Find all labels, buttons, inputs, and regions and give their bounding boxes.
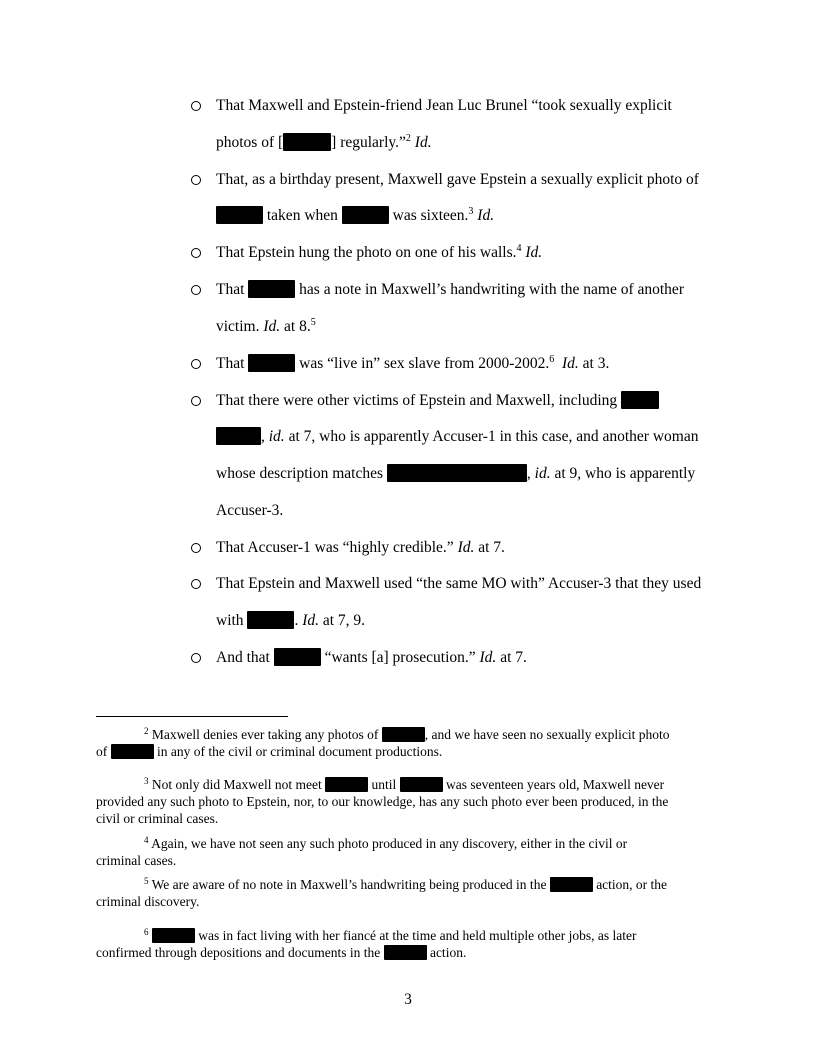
bullet-line xyxy=(216,206,494,226)
text: , and we have seen no sexually explicit photo xyxy=(424,727,670,742)
bullet-line xyxy=(216,648,527,668)
bullet-line xyxy=(216,317,316,337)
text: in any of the civil or criminal document productions. xyxy=(153,744,443,759)
text: at 7, who is apparently Accuser-1 in this case, and another woman xyxy=(284,428,699,445)
text: , xyxy=(261,428,269,445)
text: ] regularly.” xyxy=(331,134,406,151)
redaction xyxy=(387,464,527,482)
text xyxy=(554,355,562,372)
text: . xyxy=(294,612,303,629)
text: criminal discovery. xyxy=(96,894,200,909)
footnote-ref: 2 xyxy=(405,133,411,144)
bullet-marker xyxy=(191,574,201,594)
text: Not only did Maxwell not meet xyxy=(151,777,326,792)
text: victim. xyxy=(216,318,264,335)
text: at 7, 9. xyxy=(318,612,366,629)
text: taken when xyxy=(263,207,342,224)
bullet-marker xyxy=(191,243,201,263)
text: of xyxy=(96,744,111,759)
redaction xyxy=(216,206,263,224)
footnote-ref: 6 xyxy=(549,354,555,365)
redaction xyxy=(325,777,368,792)
redaction xyxy=(248,354,295,372)
redaction xyxy=(247,611,294,629)
bullet-line xyxy=(216,280,684,300)
citation: Id. xyxy=(263,318,281,335)
text: whose description matches xyxy=(216,465,387,482)
footnote xyxy=(96,726,720,760)
text: was seventeen years old, Maxwell never xyxy=(442,777,665,792)
redaction xyxy=(384,945,427,960)
bullet-line xyxy=(216,427,698,447)
bullet-marker xyxy=(191,354,201,374)
text: was “live in” sex slave from 2000-2002. xyxy=(295,355,550,372)
text: And that xyxy=(216,649,274,666)
text: at 3. xyxy=(578,355,610,372)
text: That Epstein and Maxwell used “the same MO with” Accuser-3 that they used xyxy=(216,575,702,592)
redaction xyxy=(216,427,261,445)
bullet-marker xyxy=(191,280,201,300)
bullet-line xyxy=(216,538,505,558)
text: action, or the xyxy=(592,877,668,892)
text: That xyxy=(216,355,249,372)
text: was sixteen. xyxy=(388,207,469,224)
text: criminal cases. xyxy=(96,853,177,868)
text: at 7. xyxy=(474,539,505,556)
footnote-ref: 5 xyxy=(310,317,316,328)
redaction xyxy=(382,727,425,742)
bullet-line xyxy=(216,133,432,153)
citation: Id. xyxy=(302,612,319,629)
citation: Id. xyxy=(477,207,495,224)
footnote-number: 3 xyxy=(144,776,149,786)
text: at 7. xyxy=(496,649,527,666)
redaction xyxy=(342,206,389,224)
footnote xyxy=(96,835,720,869)
bullet-marker xyxy=(191,170,201,190)
footnote xyxy=(96,927,720,961)
footnote-separator xyxy=(96,716,288,717)
footnote-number: 4 xyxy=(144,835,149,845)
redaction xyxy=(400,777,443,792)
bullet-marker xyxy=(191,391,201,411)
page-number: 3 xyxy=(404,991,412,1008)
bullet-line xyxy=(216,96,672,116)
footnote xyxy=(96,776,720,827)
footnote-number: 6 xyxy=(144,927,149,937)
text: Accuser-3. xyxy=(216,502,284,519)
text: action. xyxy=(426,945,467,960)
redaction xyxy=(550,877,593,892)
citation: Id. xyxy=(525,244,543,261)
bullet-marker xyxy=(191,648,201,668)
text: Maxwell denies ever taking any photos of xyxy=(151,727,382,742)
bullet-line xyxy=(216,574,701,594)
text: That Epstein hung the photo on one of his walls. xyxy=(216,244,517,261)
citation: id. xyxy=(534,465,551,482)
text: was in fact living with her fiancé at the time and held multiple other jobs, as later xyxy=(194,928,637,943)
bullet-line xyxy=(216,611,365,631)
redaction xyxy=(111,744,154,759)
text: until xyxy=(368,777,400,792)
text: at 8. xyxy=(280,318,311,335)
bullet-line xyxy=(216,391,659,411)
redaction xyxy=(283,133,331,151)
text: That Maxwell and Epstein-friend Jean Luc Brunel “took sexually explicit xyxy=(216,97,672,114)
bullet-line xyxy=(216,243,542,263)
redaction xyxy=(152,928,195,943)
footnote-number: 5 xyxy=(144,876,149,886)
redaction xyxy=(248,280,295,298)
bullet-line xyxy=(216,354,609,374)
footnote xyxy=(96,876,720,910)
citation: Id. xyxy=(414,134,432,151)
footnote-ref: 4 xyxy=(516,243,522,254)
text: provided any such photo to Epstein, nor, to our knowledge, has any such photo ever been produced, in the xyxy=(96,794,669,809)
text: We are aware of no note in Maxwell’s handwriting being produced in the xyxy=(151,877,550,892)
text: That there were other victims of Epstein and Maxwell, including xyxy=(216,392,622,409)
citation: Id. xyxy=(479,649,497,666)
redaction xyxy=(621,391,659,409)
bullet-marker xyxy=(191,538,201,558)
text: at 9, who is apparently xyxy=(550,465,696,482)
bullet-line xyxy=(216,170,699,190)
citation: id. xyxy=(268,428,285,445)
text: “wants [a] prosecution.” xyxy=(320,649,480,666)
text: Again, we have not seen any such photo produced in any discovery, either in the civil or xyxy=(151,836,628,851)
text: That Accuser-1 was “highly credible.” xyxy=(216,539,458,556)
footnote-ref: 3 xyxy=(468,206,474,217)
citation: Id. xyxy=(457,539,475,556)
text: civil or criminal cases. xyxy=(96,811,219,826)
bullet-marker xyxy=(191,96,201,116)
text: has a note in Maxwell’s handwriting with the name of another xyxy=(295,281,684,298)
text: That, as a birthday present, Maxwell gave Epstein a sexually explicit photo of xyxy=(216,171,699,188)
text: photos of [ xyxy=(216,134,284,151)
footnote-number: 2 xyxy=(144,726,149,736)
bullet-line xyxy=(216,501,283,521)
bullet-line xyxy=(216,464,695,484)
text: confirmed through depositions and documents in the xyxy=(96,945,384,960)
redaction xyxy=(274,648,321,666)
citation: Id. xyxy=(562,355,579,372)
text: with xyxy=(216,612,248,629)
text: That xyxy=(216,281,249,298)
text: , xyxy=(526,465,535,482)
